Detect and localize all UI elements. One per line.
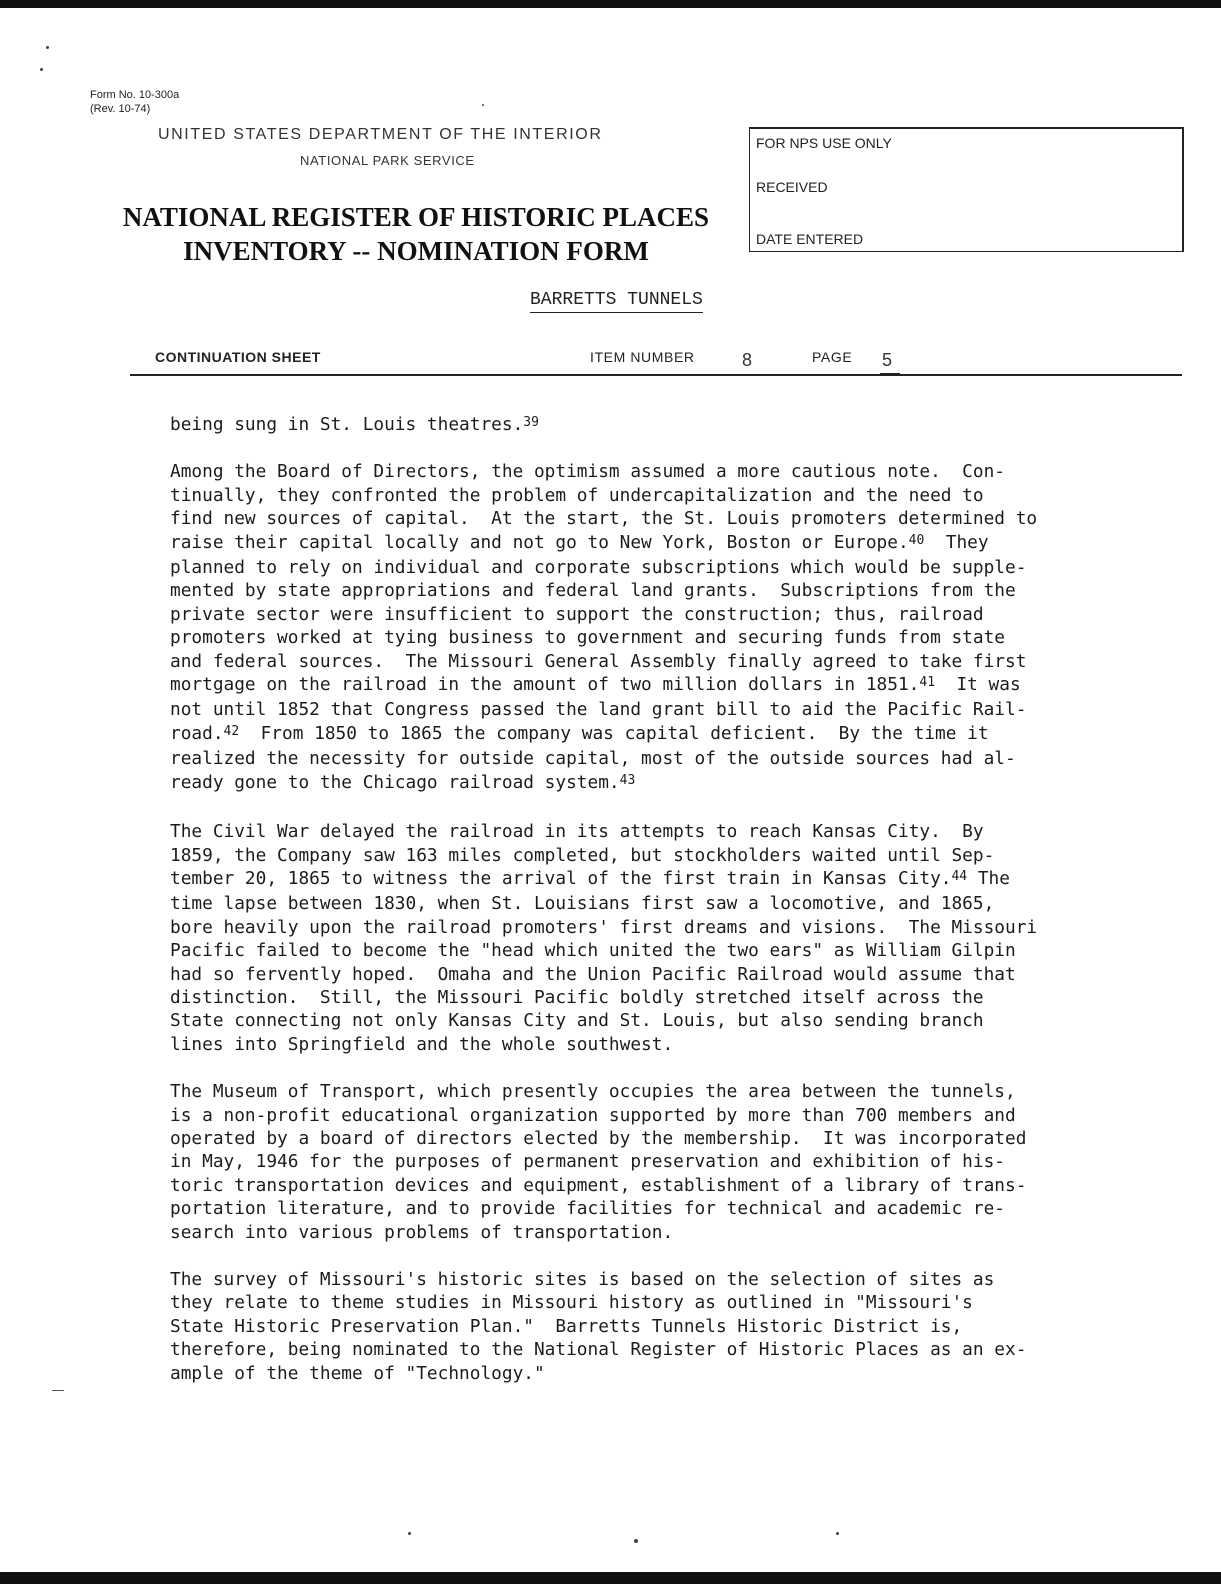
body-line — [170, 892, 1155, 915]
body-line-text: and federal sources. The Missouri General Assembly finally agreed to take first — [170, 650, 1027, 672]
body-line-text: ample of the theme of "Technology." — [170, 1362, 545, 1384]
body-line-text: lines into Springfield and the whole southwest. — [170, 1033, 674, 1055]
body-line — [170, 1009, 1155, 1032]
body-line — [170, 1150, 1155, 1173]
footnote-marker: 39 — [523, 415, 539, 430]
date-entered-field-label: DATE ENTERED — [756, 231, 864, 247]
body-line — [170, 579, 1155, 602]
body-line-text: time lapse between 1830, when St. Louisians first saw a locomotive, and 1865, — [170, 893, 995, 915]
body-line — [170, 1268, 1155, 1291]
scan-speck — [836, 1532, 839, 1535]
department-heading: UNITED STATES DEPARTMENT OF THE INTERIOR — [158, 126, 603, 143]
body-line-text: raise their capital locally and not go to New York, Boston or Europe. — [170, 531, 909, 553]
scan-margin-mark — [52, 1390, 64, 1391]
body-line — [170, 1033, 1155, 1056]
body-line-text: had so fervently hoped. Omaha and the Union Pacific Railroad would assume that — [170, 963, 1016, 985]
body-line — [170, 626, 1155, 649]
body-paragraph — [170, 413, 1155, 438]
body-line — [170, 1127, 1155, 1150]
body-line-text: portation literature, and to provide facilities for technical and academic re- — [170, 1198, 1006, 1220]
body-line-text: mortgage on the railroad in the amount of two million dollars in 1851. — [170, 674, 920, 696]
scan-speck — [408, 1532, 411, 1535]
body-paragraph — [170, 1268, 1155, 1385]
body-line-text: they relate to theme studies in Missouri history as outlined in "Missouri's — [170, 1292, 973, 1314]
body-line-text: 1859, the Company saw 163 miles completed, but stockholders waited until Sep- — [170, 844, 995, 866]
scan-speck — [482, 104, 484, 106]
body-line — [170, 673, 1155, 698]
form-revision: (Rev. 10-74) — [90, 103, 151, 115]
body-line — [170, 1197, 1155, 1220]
body-line — [170, 650, 1155, 673]
form-number-block — [90, 88, 179, 116]
body-paragraph — [170, 460, 1155, 796]
body-line — [170, 1080, 1155, 1103]
body-line — [170, 413, 1155, 438]
footnote-marker: 44 — [951, 868, 968, 884]
header-divider-rule — [130, 374, 1182, 376]
footnote-marker: 42 — [223, 723, 240, 739]
form-title-line-2: INVENTORY -- NOMINATION FORM — [183, 236, 649, 266]
body-line — [170, 1362, 1155, 1385]
page-label: PAGE — [812, 349, 853, 365]
body-line-text: promoters worked at tying business to government and securing funds from state — [170, 627, 1006, 649]
body-line-text: is a non-profit educational organization supported by more than 700 members and — [170, 1104, 1016, 1126]
body-line — [170, 963, 1155, 986]
body-line — [170, 531, 1155, 556]
body-paragraph — [170, 1080, 1155, 1244]
body-line-text: The Civil War delayed the railroad in its attempts to reach Kansas City. By — [170, 821, 984, 843]
body-line — [170, 844, 1155, 867]
scan-speck — [40, 68, 43, 71]
body-line — [170, 771, 1155, 796]
body-line — [170, 507, 1155, 530]
continuation-sheet-label: CONTINUATION SHEET — [155, 349, 321, 365]
body-line-text: State Historic Preservation Plan." Barretts Tunnels Historic District is, — [170, 1315, 963, 1337]
body-line — [170, 747, 1155, 770]
body-line-text: operated by a board of directors elected by the membership. It was incorporated — [170, 1127, 1027, 1149]
received-field-label: RECEIVED — [756, 179, 828, 195]
body-line-text: The Museum of Transport, which presently occupies the area between the tunnels, — [170, 1081, 1016, 1103]
body-line — [170, 1174, 1155, 1197]
body-line-text: toric transportation devices and equipment, establishment of a library of trans- — [170, 1174, 1027, 1196]
body-line-text: Among the Board of Directors, the optimism assumed a more cautious note. Con- — [170, 461, 1006, 483]
body-line — [170, 1315, 1155, 1338]
body-line-text: therefore, being nominated to the National Register of Historic Places as an ex- — [170, 1339, 1027, 1361]
body-paragraph — [170, 820, 1155, 1056]
body-line — [170, 1221, 1155, 1244]
body-line-text-after: From 1850 to 1865 the company was capital deficient. By the time it — [239, 722, 989, 744]
footnote-marker: 40 — [908, 532, 925, 548]
body-line — [170, 916, 1155, 939]
body-line — [170, 603, 1155, 626]
body-line-text: in May, 1946 for the purposes of permanent preservation and exhibition of his- — [170, 1151, 1006, 1173]
property-name: BARRETTS TUNNELS — [530, 290, 703, 313]
body-line-text-after: It was — [935, 674, 1021, 696]
body-line-text: State connecting not only Kansas City and St. Louis, but also sending branch — [170, 1010, 984, 1032]
body-line — [170, 1104, 1155, 1127]
body-line — [170, 867, 1155, 892]
body-line-text: tinually, they confronted the problem of undercapitalization and the need to — [170, 484, 984, 506]
form-title-line-1: NATIONAL REGISTER OF HISTORIC PLACES — [122, 202, 710, 232]
body-line — [170, 460, 1155, 483]
form-title — [96, 200, 736, 268]
body-line-text: planned to rely on individual and corporate subscriptions which would be supple- — [170, 557, 1027, 579]
body-line — [170, 986, 1155, 1009]
body-line — [170, 698, 1155, 721]
body-line-text-after: The — [967, 867, 1010, 889]
body-line-text: tember 20, 1865 to witness the arrival of the first train in Kansas City. — [170, 867, 952, 889]
body-line-text: realized the necessity for outside capital, most of the outside sources had al- — [170, 748, 1016, 770]
body-line-text-after: They — [924, 531, 989, 553]
scan-speck — [634, 1539, 638, 1543]
body-line-text: not until 1852 that Congress passed the land grant bill to aid the Pacific Rail- — [170, 699, 1027, 721]
item-number-value: 8 — [742, 350, 753, 370]
body-line — [170, 556, 1155, 579]
continuation-body-text — [170, 413, 1155, 1409]
nps-use-only-box — [749, 127, 1184, 252]
body-line-text: distinction. Still, the Missouri Pacific boldly stretched itself across the — [170, 986, 984, 1008]
body-line-text: Pacific failed to become the "head which united the two ears" as William Gilpin — [170, 940, 1016, 962]
scan-speck — [46, 46, 49, 49]
body-line — [170, 820, 1155, 843]
body-line-text: being sung in St. Louis theatres. — [170, 414, 524, 435]
footnote-marker: 43 — [619, 772, 636, 788]
body-line — [170, 939, 1155, 962]
form-number: Form No. 10-300a — [90, 89, 180, 101]
nps-use-only-heading: FOR NPS USE ONLY — [756, 135, 892, 151]
footnote-marker: 41 — [919, 675, 936, 691]
service-heading: NATIONAL PARK SERVICE — [300, 153, 475, 168]
body-line — [170, 484, 1155, 507]
body-line — [170, 1338, 1155, 1361]
body-line-text: road. — [170, 722, 224, 744]
body-line-text: private sector were insufficient to support the construction; thus, railroad — [170, 603, 984, 625]
body-line-text: find new sources of capital. At the start, the St. Louis promoters determined to — [170, 508, 1038, 530]
body-line-text: bore heavily upon the railroad promoters' first dreams and visions. The Missouri — [170, 916, 1038, 938]
item-number-label: ITEM NUMBER — [590, 349, 695, 365]
body-line-text: The survey of Missouri's historic sites is based on the selection of sites as — [170, 1269, 995, 1290]
body-line — [170, 1291, 1155, 1314]
page-number-value: 5 — [882, 350, 893, 370]
body-line-text: ready gone to the Chicago railroad system. — [170, 771, 620, 793]
scan-bottom-border — [0, 1572, 1221, 1584]
body-line-text: search into various problems of transportation. — [170, 1221, 674, 1243]
scan-top-border — [0, 0, 1221, 8]
body-line-text: mented by state appropriations and federal land grants. Subscriptions from the — [170, 580, 1016, 602]
body-line — [170, 722, 1155, 747]
